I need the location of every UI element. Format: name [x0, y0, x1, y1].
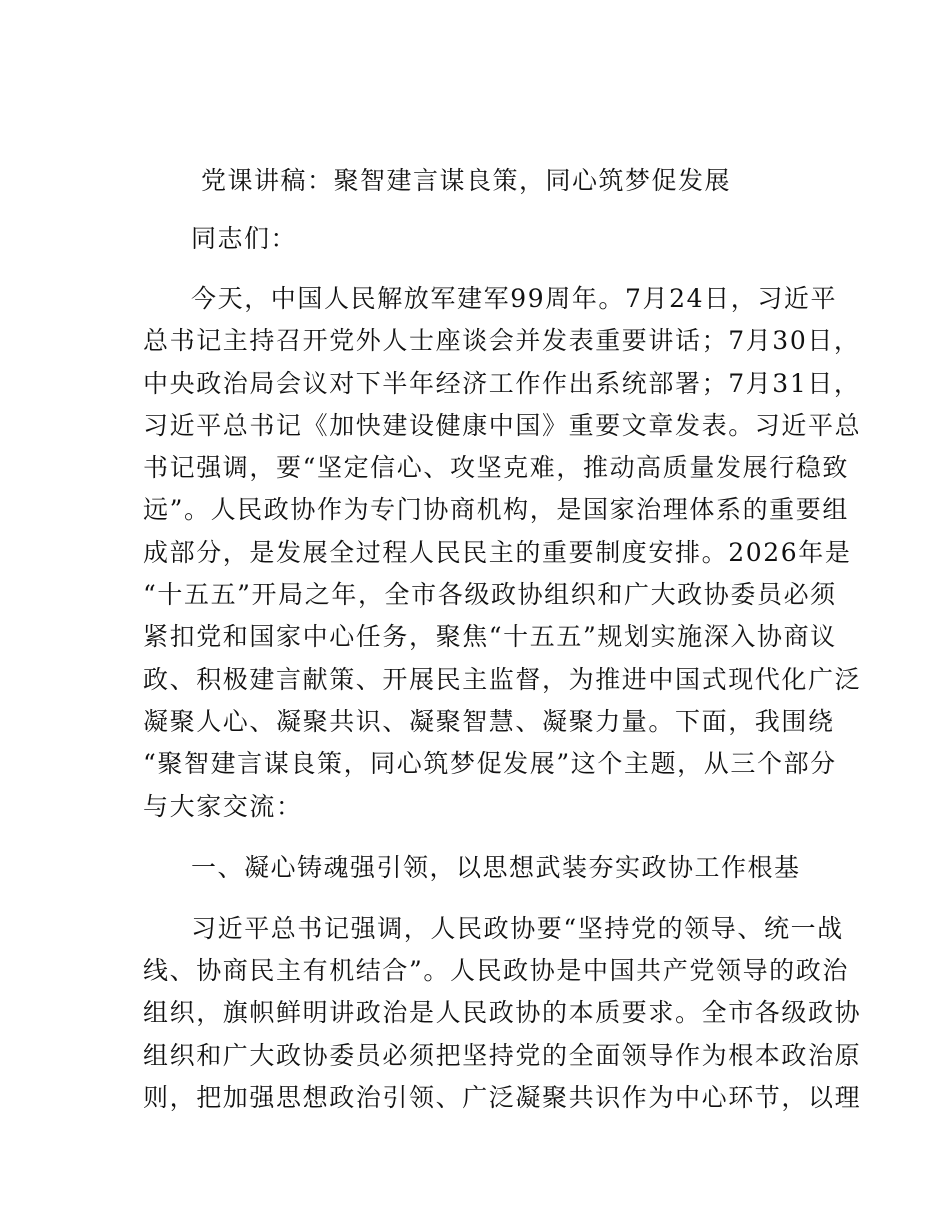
paragraph-line: “十五五”开局之年，全市各级政协组织和广大政协委员必须 [143, 580, 837, 610]
paragraph-line: 线、协商民主有机结合”。人民政协是中国共产党领导的政治 [143, 956, 849, 986]
paragraph-line: 书记强调，要“坚定信心、攻坚克难，推动高质量发展行稳致 [143, 453, 849, 483]
paragraph-line: 紧扣党和国家中心任务，聚焦“十五五”规划实施深入协商议 [143, 622, 837, 652]
salutation: 同志们： [191, 224, 298, 253]
paragraph-line: 政、积极建言献策、开展民主监督，为推进中国式现代化广泛 [143, 664, 862, 694]
paragraph-line: 组织和广大政协委员必须把坚持党的全面领导作为根本政治原 [143, 1040, 862, 1070]
paragraph-line: 今天，中国人民解放军建军99周年。7月24日，习近平 [191, 284, 838, 313]
paragraph-line: 总书记主持召开党外人士座谈会并发表重要讲话；7月30日， [143, 326, 861, 356]
paragraph-line: 习近平总书记《加快建设健康中国》重要文章发表。习近平总 [143, 410, 862, 440]
paragraph-line: 中央政治局会议对下半年经济工作作出系统部署；7月31日， [143, 368, 861, 398]
paragraph-line: 组织，旗帜鲜明讲政治是人民政协的本质要求。全市各级政协 [143, 998, 862, 1028]
paragraph-line: 成部分，是发展全过程人民民主的重要制度安排。2026年是 [143, 537, 852, 567]
paragraph-line: “聚智建言谋良策，同心筑梦促发展”这个主题，从三个部分 [143, 749, 837, 779]
paragraph-section-1 [143, 908, 862, 1119]
paragraph-line: 与大家交流： [143, 791, 303, 821]
paragraph-intro [143, 278, 862, 828]
document-body [143, 160, 862, 1119]
paragraph-line: 则，把加强思想政治引领、广泛凝聚共识作为中心环节，以理 [143, 1083, 862, 1113]
section-heading-1: 一、凝心铸魂强引领，以思想武装夯实政协工作根基 [191, 852, 801, 882]
paragraph-line: 凝聚人心、凝聚共识、凝聚智慧、凝聚力量。下面，我围绕 [143, 706, 835, 736]
document-title: 党课讲稿：聚智建言谋良策，同心筑梦促发展 [201, 166, 732, 195]
paragraph-line: 习近平总书记强调，人民政协要“坚持党的领导、统一战 [191, 913, 844, 943]
paragraph-line: 远”。人民政协作为专门协商机构，是国家治理体系的重要组 [143, 495, 849, 525]
